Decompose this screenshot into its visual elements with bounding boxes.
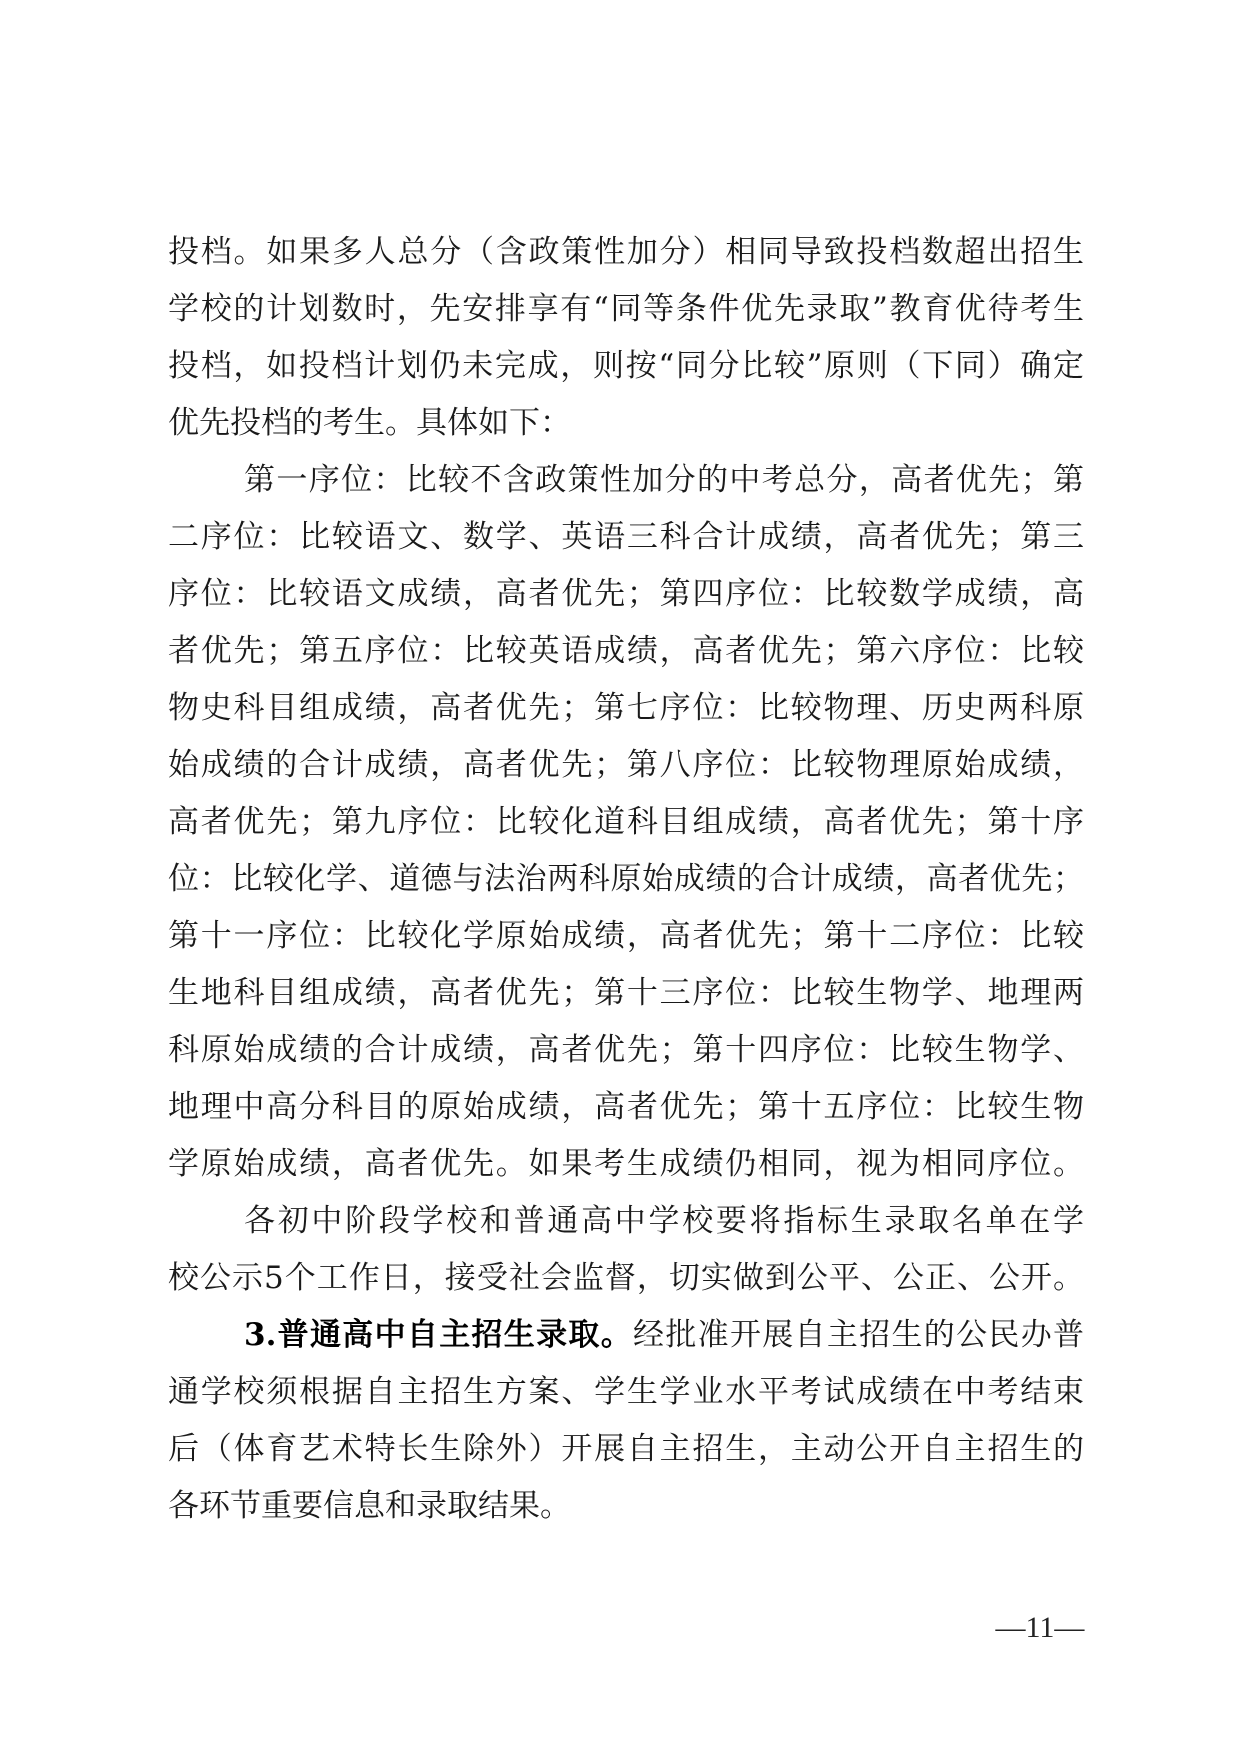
text-line: 二序位：比较语文、数学、英语三科合计成绩，高者优先；第三	[168, 519, 1084, 555]
text-line: 位：比较化学、道德与法治两科原始成绩的合计成绩，高者优先；	[168, 861, 1084, 897]
text-line: 物史科目组成绩，高者优先；第七序位：比较物理、历史两科原	[168, 690, 1084, 726]
text-line: 后（体育艺术特长生除外）开展自主招生，主动公开自主招生的	[168, 1431, 1084, 1467]
text-line: 各环节重要信息和录取结果。	[168, 1488, 571, 1524]
paragraph-first-line: 各初中阶段学校和普通高中学校要将指标生录取名单在学	[244, 1203, 1084, 1239]
section-heading-line	[168, 1307, 1084, 1364]
page-number: —11—	[995, 1611, 1085, 1644]
text-line: 通学校须根据自主招生方案、学生学业水平考试成绩在中考结束	[168, 1374, 1084, 1410]
text-line: 始成绩的合计成绩，高者优先；第八序位：比较物理原始成绩，	[168, 747, 1084, 783]
text-line: 投档。如果多人总分（含政策性加分）相同导致投档数超出招生	[168, 234, 1084, 270]
text-line: 序位：比较语文成绩，高者优先；第四序位：比较数学成绩，高	[168, 576, 1084, 612]
text-line: 优先投档的考生。具体如下：	[168, 405, 571, 441]
text-line: 生地科目组成绩，高者优先；第十三序位：比较生物学、地理两	[168, 975, 1084, 1011]
text-line: 学原始成绩，高者优先。如果考生成绩仍相同，视为相同序位。	[168, 1146, 1084, 1182]
text-line: 第十一序位：比较化学原始成绩，高者优先；第十二序位：比较	[168, 918, 1084, 954]
paragraph-first-line: 第一序位：比较不含政策性加分的中考总分，高者优先；第	[244, 462, 1084, 498]
text-line: 地理中高分科目的原始成绩，高者优先；第十五序位：比较生物	[168, 1089, 1084, 1125]
text-line: 科原始成绩的合计成绩，高者优先；第十四序位：比较生物学、	[168, 1032, 1084, 1068]
section-heading: 3.普通高中自主招生录取。	[244, 1317, 634, 1353]
text-line: 高者优先；第九序位：比较化道科目组成绩，高者优先；第十序	[168, 804, 1084, 840]
section-heading-continuation: 经批准开展自主招生的公民办普	[633, 1317, 1084, 1353]
text-line: 者优先；第五序位：比较英语成绩，高者优先；第六序位：比较	[168, 633, 1084, 669]
text-line: 学校的计划数时，先安排享有“同等条件优先录取”教育优待考生	[168, 291, 1084, 327]
body-text	[168, 224, 1084, 1535]
text-line: 校公示5个工作日，接受社会监督，切实做到公平、公正、公开。	[168, 1260, 1084, 1296]
text-line: 投档，如投档计划仍未完成，则按“同分比较”原则（下同）确定	[168, 348, 1084, 384]
